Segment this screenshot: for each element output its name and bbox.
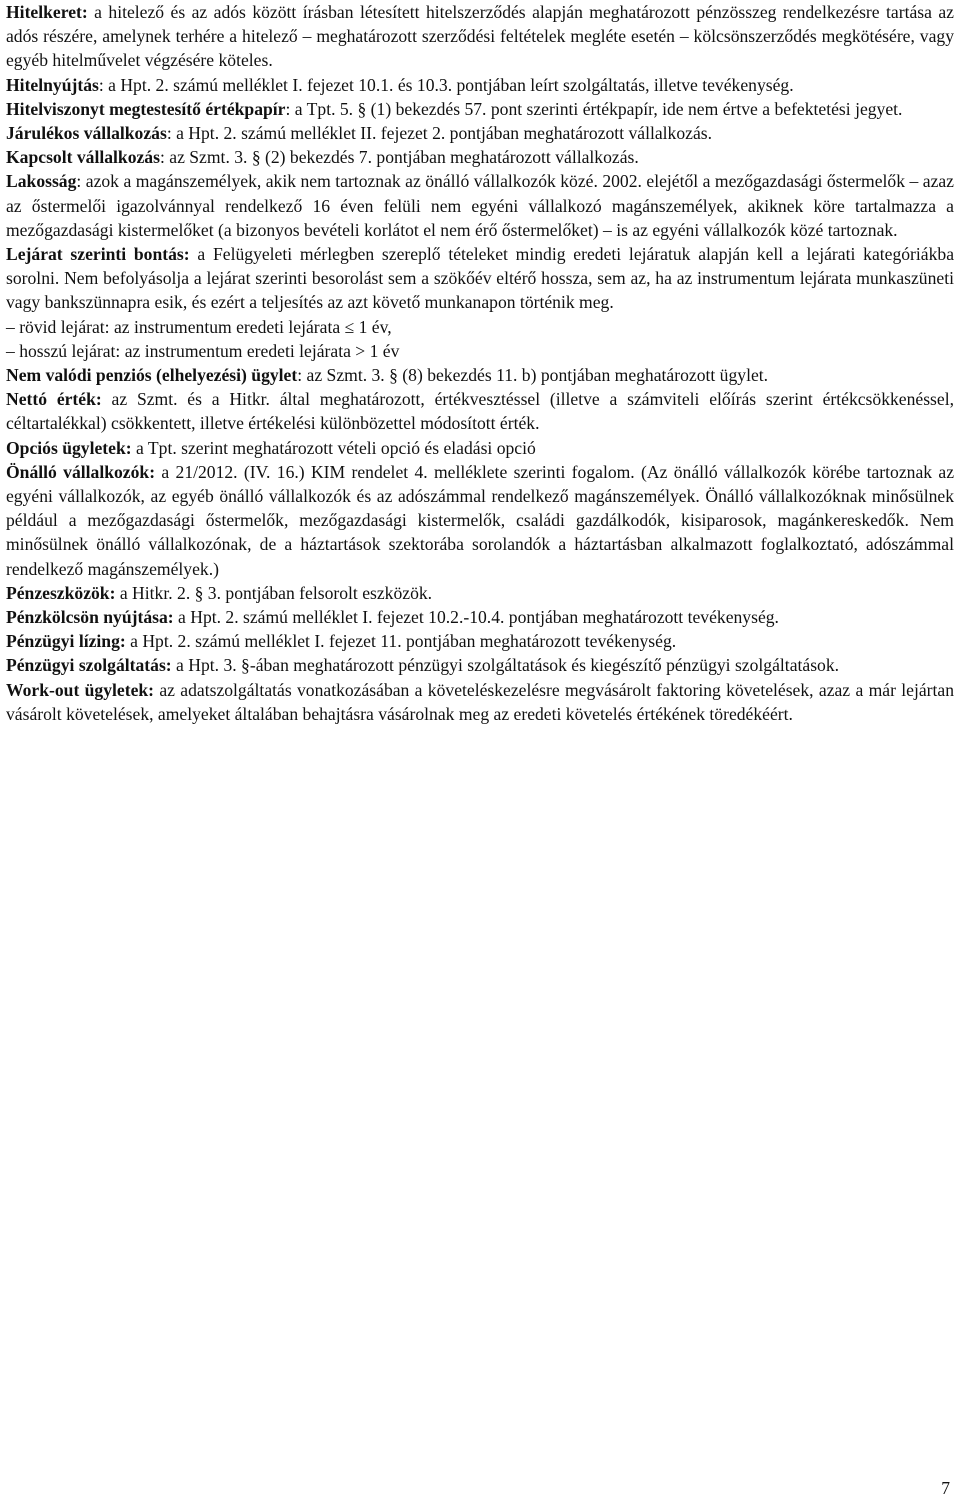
definition-netto-ertek [6, 387, 954, 435]
definition-opcios-ugyletek [6, 436, 954, 460]
definition-lejarat-szerinti-bontas [6, 242, 954, 315]
term: Hitelnyújtás [6, 74, 99, 95]
definition-lakossag [6, 169, 954, 242]
term: Járulékos vállalkozás [6, 123, 167, 144]
term: Lakosság [6, 171, 77, 192]
term: Work-out ügyletek: [6, 679, 155, 700]
term: Nem valódi penziós (elhelyezési) ügylet [6, 365, 298, 386]
definition-text: az Szmt. és a Hitkr. által meghatározott, értékvesztéssel (illetve a számviteli előírás szerint értékcsökkenéssel, céltartalékkal) csökkentett, illetve értékelési különbözettel módosított érték. [6, 389, 954, 434]
document-page [6, 0, 954, 726]
definition-text: a Tpt. szerint meghatározott vételi opció és eladási opció [131, 437, 536, 458]
definition-text: a hitelező és az adós között írásban létesített hitelszerződés alapján meghatározott pénzösszeg rendelkezésre tartása az adós részére, amelynek terhére a hitelező – meghatározott szerződési feltételek megléte esetén – kölcsönszerződés megkötésére, vagy egyéb hitelművelet végzésére köteles. [6, 2, 954, 71]
term: Pénzügyi szolgáltatás: [6, 655, 172, 676]
definition-text: : az Szmt. 3. § (2) bekezdés 7. pontjában meghatározott vállalkozás. [159, 147, 639, 168]
term: Lejárat szerinti bontás: [6, 244, 190, 265]
definition-nem-valodi-penzios-ugylet [6, 363, 954, 387]
definition-penzeszkozok [6, 581, 954, 605]
maturity-long-item: – hosszú lejárat: az instrumentum eredeti lejárata > 1 év [6, 340, 400, 361]
maturity-short-item: – rövid lejárat: az instrumentum eredeti lejárata ≤ 1 év, [6, 316, 392, 337]
term: Hitelviszonyt megtestesítő értékpapír [6, 98, 286, 119]
definition-text: a Hpt. 2. számú melléklet I. fejezet 11. pontjában meghatározott tevékenység. [125, 631, 677, 652]
term: Önálló vállalkozók: [6, 461, 156, 482]
page-number: 7 [941, 1478, 950, 1498]
definition-text: : azok a magánszemélyek, akik nem tartoznak az önálló vállalkozók közé. 2002. elejétől a mezőgazdasági őstermelők – azaz az őstermelői igazolvánnyal rendelkező 16 éven felüli nem egyéni vállalkozó magánszemélyek, akiknek köre tartalmazza a mezőgazdasági kistermelőket (a bizonyos bevételi korlátot el nem érő őstermelőket) – is az egyéni vállalkozók közé tartoznak. [6, 171, 954, 240]
term: Pénzeszközök: [6, 582, 116, 603]
definition-text: a Hitkr. 2. § 3. pontjában felsorolt eszközök. [115, 582, 433, 603]
definition-penzugyi-lizing [6, 629, 954, 653]
definition-text: a 21/2012. (IV. 16.) KIM rendelet 4. melléklete szerinti fogalom. (Az önálló vállalkozók körébe tartoznak az egyéni vállalkozók, az egyéb önálló vállalkozók és az adószámmal rendelkező magánszemélyek. Önálló vállalkozóknak minősülnek például a mezőgazdasági őstermelők, mezőgazdasági kistermelők, családi gazdálkodók, kisiparosok, magánkereskedők. Nem minősülnek önálló vállalkozónak, de a háztartások szektorába sorolandók a háztartásban alkalmazott foglalkoztató, adószámmal rendelkező magánszemélyek.) [6, 461, 955, 579]
term: Opciós ügyletek: [6, 437, 132, 458]
definition-onallo-vallalkozok [6, 460, 954, 581]
definition-hitelnyujtas [6, 73, 954, 97]
definition-text: : a Hpt. 2. számú melléklet I. fejezet 10.1. és 10.3. pontjában leírt szolgáltatás, illetve tevékenység. [98, 74, 794, 95]
definition-kapcsolt-vallalkozas [6, 145, 954, 169]
definition-text: a Hpt. 2. számú melléklet I. fejezet 10.2.-10.4. pontjában meghatározott tevékenység. [173, 607, 779, 628]
definition-text: a Hpt. 3. §-ában meghatározott pénzügyi szolgáltatások és kiegészítő pénzügyi szolgáltatások. [171, 655, 840, 676]
definition-jarulekos-vallalkozas [6, 121, 954, 145]
definition-penzugyi-szolgaltatas [6, 653, 954, 677]
definition-text: : a Hpt. 2. számú melléklet II. fejezet 2. pontjában meghatározott vállalkozás. [166, 123, 713, 144]
definition-penzkolcson-nyujtasa [6, 605, 954, 629]
definition-text: : a Tpt. 5. § (1) bekezdés 57. pont szerinti értékpapír, ide nem értve a befektetési jegyet. [285, 98, 903, 119]
definition-text: a Felügyeleti mérlegben szereplő tételeket mindig eredeti lejáratuk alapján kell a lejárati kategóriákba sorolni. Nem befolyásolja a lejárat szerinti besorolást sem a szökőév eltérő hossza, sem az, ha az instrumentum lejárata munkaszüneti vagy bankszünnapra esik, és ezért a teljesítés az azt követő munkanapon történik meg. [6, 244, 955, 313]
term: Nettó érték: [6, 389, 102, 410]
term: Pénzkölcsön nyújtása: [6, 607, 174, 628]
term: Pénzügyi lízing: [6, 631, 126, 652]
definition-hitelviszonyt-megtestesito-ertekpapir [6, 97, 954, 121]
term: Hitelkeret: [6, 2, 88, 22]
definition-hitelkeret [6, 0, 954, 73]
term: Kapcsolt vállalkozás [6, 147, 160, 168]
definition-text: : az Szmt. 3. § (8) bekezdés 11. b) pontjában meghatározott ügylet. [297, 365, 769, 386]
definition-text: az adatszolgáltatás vonatkozásában a követeléskezelésre megvásárolt faktoring követelések, azaz a már lejártan vásárolt követelések, amelyeket általában behajtásra vásárolnak meg az eredeti követelés értékének töredékéért. [6, 679, 954, 724]
definition-work-out-ugyletek [6, 678, 954, 726]
